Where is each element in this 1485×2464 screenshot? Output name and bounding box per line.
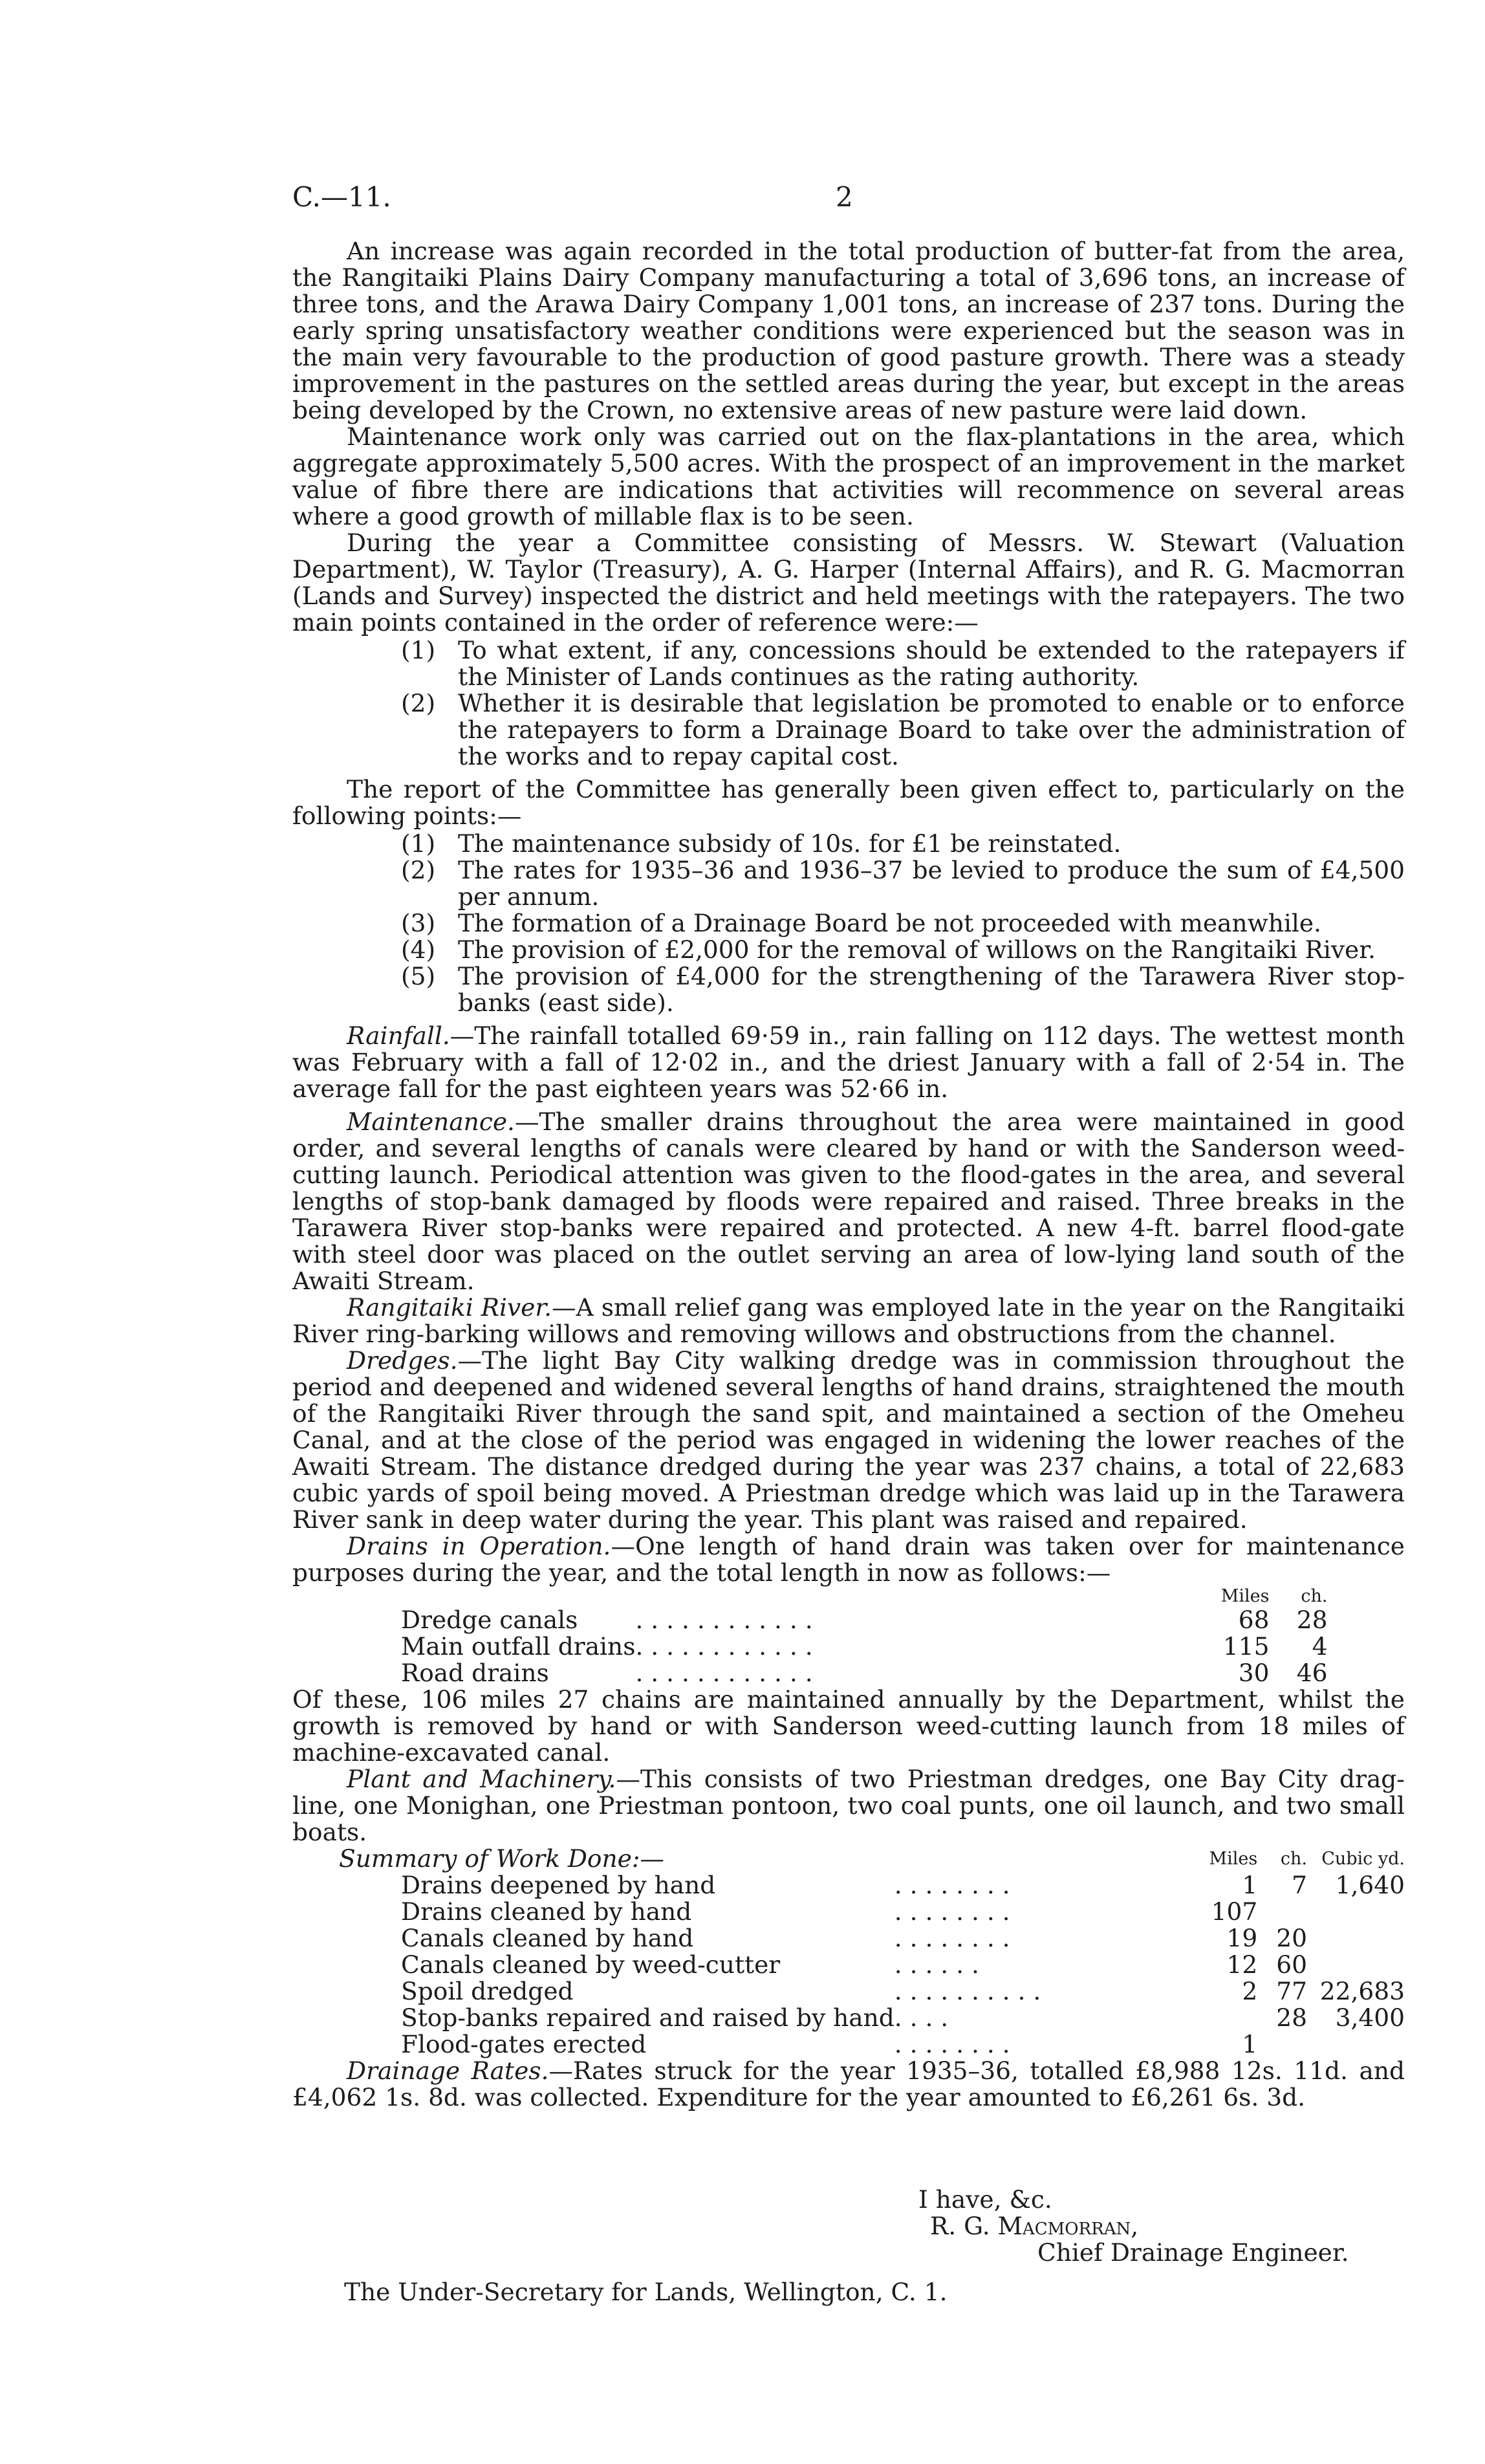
row-leader: . . . . . . <box>894 1950 979 1979</box>
list-item-number: (2) <box>401 856 436 884</box>
row-leader: . . . . . . . . <box>894 1897 1010 1926</box>
table-row <box>292 1952 1405 1978</box>
list-item <box>292 937 1405 963</box>
row-ch: 7 <box>1292 1871 1307 1899</box>
page-header <box>292 181 1405 220</box>
document-code: C.—11. <box>292 181 391 213</box>
paragraph-drains-after: Of these, 106 miles 27 chains are maintained annually by the Department, whilst the growth is removed by hand or with Sanderson weed-cutting launch from 18 miles of machine-excavated canal. <box>292 1685 1405 1767</box>
list-item-number: (2) <box>401 689 436 717</box>
row-miles: 115 <box>1222 1632 1270 1661</box>
col-cubic-header: Cubic yd. <box>1321 1849 1405 1869</box>
row-label: Spoil dredged <box>401 1977 574 2005</box>
row-miles: 19 <box>1226 1924 1258 1952</box>
row-cubic: 22,683 <box>1319 1977 1405 2005</box>
list-item-text: The maintenance subsidy of 10s. for £1 be reinstated. <box>458 829 1122 858</box>
dredges-heading: Dredges. <box>347 1346 458 1375</box>
dredges-text: —The light Bay City walking dredge was in commission throughout the period and deepened and widened several lengths of hand drains, straightened the mouth of the Rangitaiki River through the sand spit, and maintained a section of the Omeheu Canal, and at the close of the period was engaged in widening the lower reaches of the Awaiti Stream. The distance dredged during the year was 237 chains, a total of 22,683 cubic yards of spoil being moved. A Priestman dredge which was laid up in the Tarawera River sank in deep water during the year. This plant was raised and repaired. <box>292 1346 1405 1534</box>
paragraph-report: The report of the Committee has generally been given effect to, particularly on the following points:— <box>292 775 1405 830</box>
list-item-text: The rates for 1935–36 and 1936–37 be levied to produce the sum of £4,500 per annum. <box>458 856 1405 911</box>
list-item <box>292 637 1405 690</box>
row-label: Drains deepened by hand <box>401 1871 716 1899</box>
table-row <box>292 1978 1405 2005</box>
paragraph-drains <box>292 1533 1405 1586</box>
paragraph-committee: During the year a Committee consisting of Messrs. W. Stewart (Valuation Department), W. Taylor (Treasury), A. G. Harper (Internal Affairs), and R. G. Macmorran (Lands and Survey) inspected the district and held meetings with the ratepayers. The two main points contained in the order of reference were:— <box>292 529 1405 637</box>
list-item <box>292 831 1405 857</box>
list-item-number: (5) <box>401 962 436 990</box>
river-text: —A small relief gang was employed late in the year on the Rangitaiki River ring-barking willows and removing willows and obstructions from the channel. <box>292 1293 1405 1348</box>
row-label: Stop-banks repaired and raised by hand <box>401 2003 894 2032</box>
summary-heading: Summary of Work Done:— <box>339 1844 664 1873</box>
row-ch: 28 <box>1296 1606 1328 1634</box>
list-item <box>292 963 1405 1016</box>
addressee-line: The Under-Secretary for Lands, Wellington, C. 1. <box>344 2278 948 2306</box>
paragraph-plant <box>292 1766 1405 1846</box>
rates-text: —Rates struck for the year 1935–36, totalled £8,988 12s. 11d. and £4,062 1s. 8d. was collected. Expenditure for the year amounted to £6,261 6s. 3d. <box>292 2056 1405 2111</box>
row-ch: 46 <box>1296 1659 1328 1687</box>
rainfall-text: —The rainfall totalled 69·59 in., rain falling on 112 days. The wettest month was February with a fall of 12·02 in., and the driest January with a fall of 2·54 in. The average fall for the past eighteen years was 52·66 in. <box>292 1021 1405 1103</box>
row-label: Main outfall drains <box>401 1632 636 1661</box>
row-label: Drains cleaned by hand <box>401 1897 692 1926</box>
col-ch-header: ch. <box>1301 1586 1328 1606</box>
row-ch: 77 <box>1276 1977 1307 2005</box>
signatory-title: Chief Drainage Engineer. <box>1037 2238 1349 2267</box>
row-leader: . . . . . . . . . . . . <box>635 1632 813 1661</box>
row-leader: . . . . . . . . <box>894 1924 1010 1952</box>
drains-table <box>292 1586 1405 1686</box>
report-body <box>292 238 1405 2111</box>
rainfall-heading: Rainfall. <box>347 1021 450 1050</box>
list-item-text: Whether it is desirable that legislation be promoted to enable or to enforce the ratepayers to form a Drainage Board to take over the administration of the works and to repay capital cost. <box>458 689 1405 770</box>
row-miles <box>1189 2005 1257 2031</box>
page-number: 2 <box>836 181 853 213</box>
list-item-number: (4) <box>401 935 436 964</box>
paragraph-rainfall <box>292 1023 1405 1102</box>
row-ch: 20 <box>1276 1924 1307 1952</box>
maintenance-heading: Maintenance. <box>347 1107 515 1136</box>
row-ch <box>1257 2031 1307 2058</box>
col-miles-header: Miles <box>1209 1849 1258 1869</box>
signatory-name: R. G. Macmorran, <box>930 2212 1139 2240</box>
points-list <box>292 831 1405 1016</box>
row-miles: 30 <box>1238 1659 1270 1687</box>
plant-text: —This consists of two Priestman dredges, one Bay City drag-line, one Monighan, one Priestman pontoon, two coal punts, one oil launch, and two small boats. <box>292 1765 1405 1846</box>
list-item-number: (1) <box>401 636 436 664</box>
row-leader: . . . . . . . . <box>894 1871 1010 1899</box>
reference-list <box>292 637 1405 770</box>
river-heading: Rangitaiki River. <box>347 1293 552 1322</box>
table-row <box>292 2005 1405 2031</box>
table-row <box>292 1607 1405 1633</box>
row-label: Canals cleaned by weed-cutter <box>401 1950 781 1979</box>
list-item <box>292 910 1405 937</box>
rates-heading: Drainage Rates. <box>347 2056 549 2085</box>
list-item-text: The formation of a Drainage Board be not proceeded with meanwhile. <box>458 909 1321 937</box>
row-label: Flood-gates erected <box>401 2030 647 2058</box>
list-item-text: The provision of £2,000 for the removal of willows on the Rangitaiki River. <box>458 935 1376 964</box>
list-item-number: (3) <box>401 909 436 937</box>
row-cubic <box>1307 1899 1405 1925</box>
row-cubic <box>1307 1952 1405 1978</box>
row-leader: . . . . <box>894 2003 949 2032</box>
paragraph-maintenance <box>292 1109 1405 1294</box>
row-label: Canals cleaned by hand <box>401 1924 694 1952</box>
paragraph-flax: Maintenance work only was carried out on the flax-plantations in the area, which aggregate approximately 5,500 acres. With the prospect of an improvement in the market value of fibre there are indications that activities will recommence on several areas where a good growth of millable flax is to be seen. <box>292 422 1405 530</box>
row-miles: 107 <box>1211 1897 1258 1926</box>
row-cubic <box>1307 1925 1405 1952</box>
list-item-number: (1) <box>401 829 436 858</box>
list-item <box>292 690 1405 770</box>
row-miles: 2 <box>1242 1977 1258 2005</box>
row-ch: 4 <box>1312 1632 1328 1661</box>
paragraph-butterfat: An increase was again recorded in the total production of butter-fat from the area, the Rangitaiki Plains Dairy Company manufacturing a total of 3,696 tons, an increase of three tons, and the Arawa Dairy Company 1,001 tons, an increase of 237 tons. During the early spring unsatisfactory weather conditions were experienced but the season was in the main very favourable to the production of good pasture growth. There was a steady improvement in the pastures on the settled areas during the year, but except in the areas being developed by the Crown, no extensive areas of new pasture were laid down. <box>292 237 1405 424</box>
row-ch: 60 <box>1276 1950 1307 1979</box>
row-leader: . . . . . . . . . . . . <box>635 1606 813 1634</box>
row-miles: 68 <box>1238 1606 1270 1634</box>
drains-text: —One length of hand drain was taken over for maintenance purposes during the year, and the total length in now as follows:— <box>292 1532 1405 1587</box>
row-label: Dredge canals <box>401 1606 578 1634</box>
row-miles: 12 <box>1226 1950 1258 1979</box>
list-item-text: To what extent, if any, concessions should be extended to the ratepayers if the Minister of Lands continues as the rating authority. <box>458 636 1405 691</box>
row-cubic: 1,640 <box>1335 1871 1405 1899</box>
list-item <box>292 857 1405 910</box>
table-row <box>292 1660 1405 1686</box>
row-ch <box>1257 1899 1307 1925</box>
table-header-row <box>292 1846 1405 1872</box>
table-header-row <box>292 1586 1405 1607</box>
col-ch-header: ch. <box>1280 1849 1307 1869</box>
paragraph-river <box>292 1294 1405 1347</box>
drains-heading: Drains in Operation. <box>347 1532 611 1560</box>
table-row <box>292 1872 1405 1899</box>
row-leader: . . . . . . . . . . . . <box>635 1659 813 1687</box>
maintenance-text: —The smaller drains throughout the area were maintained in good order, and several lengths of canals were cleared by hand or with the Sanderson weed-cutting launch. Periodical attention was given to the flood-gates in the area, and several lengths of stop-bank damaged by floods were repaired and raised. Three breaks in the Tarawera River stop-banks were repaired and protected. A new 4-ft. barrel flood-gate with steel door was placed on the outlet serving an area of low-lying land south of the Awaiti Stream. <box>292 1107 1405 1295</box>
row-cubic <box>1307 2031 1405 2058</box>
signature-block <box>292 2186 1405 2306</box>
closing-line: I have, &c. <box>918 2185 1052 2214</box>
row-leader: . . . . . . . . <box>894 2030 1010 2058</box>
row-label: Road drains <box>401 1659 549 1687</box>
table-row <box>292 1899 1405 1925</box>
row-ch: 28 <box>1276 2003 1307 2032</box>
row-miles: 1 <box>1242 1871 1258 1899</box>
row-miles: 1 <box>1242 2030 1258 2058</box>
summary-table <box>292 1846 1405 2058</box>
row-cubic: 3,400 <box>1335 2003 1405 2032</box>
row-leader: . . . . . . . . . . <box>894 1977 1041 2005</box>
col-miles-header: Miles <box>1220 1586 1270 1606</box>
plant-heading: Plant and Machinery. <box>347 1765 616 1793</box>
table-row <box>292 1925 1405 1952</box>
paragraph-rates <box>292 2058 1405 2111</box>
table-row <box>292 2031 1405 2058</box>
list-item-text: The provision of £4,000 for the strengthening of the Tarawera River stop-banks (east side). <box>458 962 1405 1017</box>
paragraph-dredges <box>292 1347 1405 1533</box>
table-row <box>292 1633 1405 1660</box>
